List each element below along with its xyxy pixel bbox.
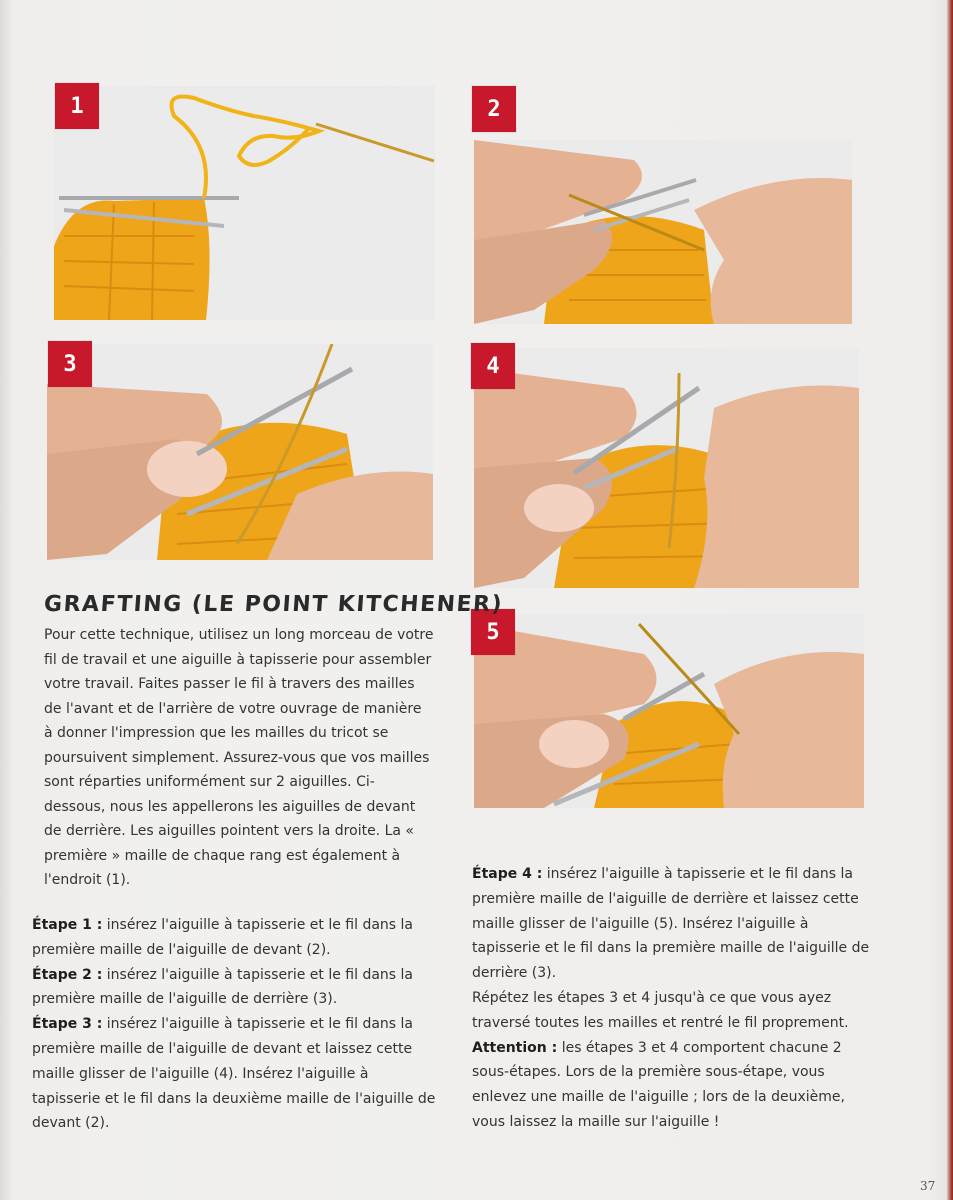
photo-step-2 xyxy=(474,140,852,324)
intro-paragraph: Pour cette technique, utilisez un long morceau de votre fil de travail et une aiguille à tapisserie pour assembler votre travail. Faites passer le fil à travers des mailles de l'avant et de l'arrière de votre ouvrage de manière à donner l'impression que les mailles du tricot se poursuivent simplement. Assurez-vous que vos mailles sont réparties uniformément sur 2 aiguilles. Ci-dessous, nous les appellerons les aiguilles de devant de derrière. Les aiguilles pointent vers la droite. La « première » maille de chaque rang est également à l'endroit (1). xyxy=(44,627,434,888)
step-text: insérez l'aiguille à tapisserie et le fil dans la première maille de l'aiguille de derrière (3). xyxy=(32,966,413,1008)
step-label: Étape 2 : xyxy=(32,966,103,983)
photo-number-badge: 2 xyxy=(472,86,516,132)
repeat-instruction: Répétez les étapes 3 et 4 jusqu'à ce que vous ayez traversé toutes les mailles et rentré le fil proprement. xyxy=(472,989,849,1031)
steps-right-column xyxy=(472,862,872,1135)
page-number: 37 xyxy=(920,1179,936,1193)
step-text: insérez l'aiguille à tapisserie et le fil dans la première maille de l'aiguille de devant et laissez cette maille glisser de l'aiguille (4). Insérez l'aiguille à tapisserie et le fil dans la deuxième maille de l'aiguille de devant (2). xyxy=(32,1016,436,1132)
photo-number-badge: 1 xyxy=(55,83,99,129)
attention-note xyxy=(472,1036,872,1135)
step-label: Étape 1 : xyxy=(32,917,103,933)
photo-number-badge: 3 xyxy=(48,341,92,387)
attention-text: les étapes 3 et 4 comportent chacune 2 sous-étapes. Lors de la première sous-étape, vous enlevez une maille de l'aiguille ; lors de la deuxième, vous laissez la maille sur l'aiguille ! xyxy=(472,1039,845,1130)
photo-number-badge: 4 xyxy=(471,343,515,389)
step-text: insérez l'aiguille à tapisserie et le fil dans la première maille de l'aiguille de devant (2). xyxy=(32,917,413,958)
steps-left-column xyxy=(32,913,437,1136)
step-3 xyxy=(32,1012,437,1136)
section-title: GRAFTING (LE POINT KITCHENER) xyxy=(43,592,504,617)
step-2 xyxy=(32,963,437,1013)
attention-label: Attention : xyxy=(472,1039,558,1056)
photo-step-1 xyxy=(54,86,435,320)
photo-number-badge: 5 xyxy=(471,609,515,655)
step-label: Étape 3 : xyxy=(32,1016,103,1033)
photo-step-3 xyxy=(47,344,433,560)
book-edge xyxy=(947,0,953,1200)
step-label: Étape 4 : xyxy=(472,866,543,882)
step-4 xyxy=(472,862,872,986)
step-text: insérez l'aiguille à tapisserie et le fil dans la première maille de l'aiguille de derrière et laissez cette maille glisser de l'aiguille (5). Insérez l'aiguille à tapisserie et le fil dans la première maille de l'aiguille de derrière (3). xyxy=(472,866,870,982)
step-1 xyxy=(32,913,437,963)
photo-step-4 xyxy=(474,348,859,588)
photo-step-5 xyxy=(474,614,864,808)
